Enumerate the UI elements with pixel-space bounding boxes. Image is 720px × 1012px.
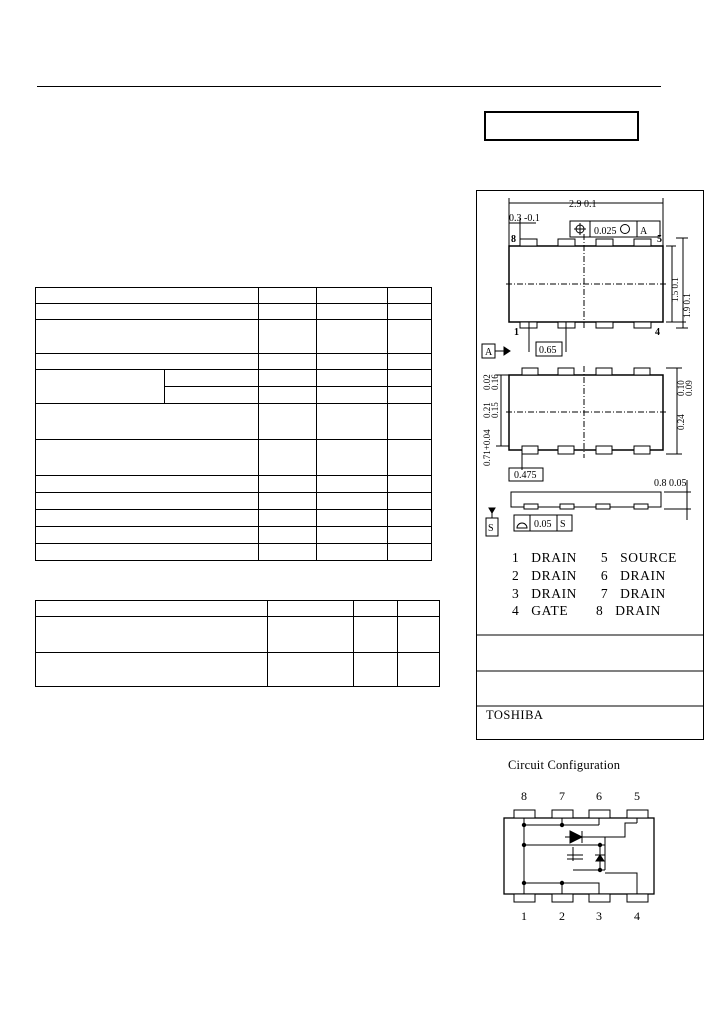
table-cell bbox=[259, 370, 317, 387]
table-cell bbox=[259, 304, 317, 320]
table-cell bbox=[36, 440, 259, 476]
pin5-marker: 5 bbox=[657, 234, 662, 245]
table-cell bbox=[317, 527, 388, 544]
dim-lead-tol-6: 0.10 bbox=[676, 380, 686, 396]
datum-a-box: A bbox=[485, 347, 493, 358]
table-cell bbox=[268, 653, 354, 687]
table-cell bbox=[398, 617, 440, 653]
part-number-box bbox=[484, 111, 639, 141]
table-cell bbox=[259, 354, 317, 370]
table-cell bbox=[36, 544, 259, 561]
table-cell bbox=[259, 288, 317, 304]
dim-lead-tol-4: 0.15 bbox=[490, 402, 500, 418]
table-cell bbox=[388, 370, 432, 387]
datum-s-frame: S bbox=[560, 519, 566, 530]
table-cell bbox=[388, 288, 432, 304]
table-cell bbox=[36, 354, 259, 370]
table-cell bbox=[317, 510, 388, 527]
table-cell bbox=[388, 304, 432, 320]
table-cell bbox=[317, 288, 388, 304]
table-cell bbox=[354, 601, 398, 617]
table-cell bbox=[36, 527, 259, 544]
thermal-table bbox=[35, 600, 440, 687]
table-cell bbox=[164, 370, 259, 387]
table-cell bbox=[388, 544, 432, 561]
dim-overall-width: 1.9 0.1 bbox=[682, 293, 692, 318]
ratings-table bbox=[35, 287, 432, 561]
dim-lead-tol-5: 0.71+0.04 bbox=[482, 429, 492, 466]
dim-overall-length: 2.9 0.1 bbox=[569, 199, 597, 210]
dim-lead-offset: 0.3 -0.1 bbox=[509, 213, 540, 224]
table-cell bbox=[317, 544, 388, 561]
table-cell bbox=[388, 510, 432, 527]
table-cell bbox=[268, 617, 354, 653]
pin-assignment-row: 2 DRAIN 6 DRAIN bbox=[512, 568, 666, 583]
pin8-marker: 8 bbox=[511, 234, 516, 245]
dim-position-tolerance: 0.025 bbox=[594, 226, 617, 237]
table-cell bbox=[317, 440, 388, 476]
table-cell bbox=[259, 527, 317, 544]
pin-8-label: 8 bbox=[521, 789, 527, 803]
table-cell bbox=[259, 320, 317, 354]
table-cell bbox=[36, 476, 259, 493]
pin-6-label: 6 bbox=[596, 789, 602, 803]
table-cell bbox=[36, 510, 259, 527]
table-cell bbox=[398, 601, 440, 617]
table-cell bbox=[259, 404, 317, 440]
table-cell bbox=[388, 440, 432, 476]
pin-2-label: 2 bbox=[559, 909, 565, 923]
table-cell bbox=[259, 440, 317, 476]
dim-flatness: 0.05 bbox=[534, 519, 552, 530]
table-cell bbox=[388, 320, 432, 354]
dim-lead-tol-1: 0.02 bbox=[482, 374, 492, 390]
dim-foot-length: 0.475 bbox=[514, 470, 537, 481]
table-cell bbox=[259, 510, 317, 527]
table-cell bbox=[36, 617, 268, 653]
table-cell bbox=[36, 304, 259, 320]
table-cell bbox=[388, 493, 432, 510]
table-cell bbox=[388, 476, 432, 493]
table-cell bbox=[317, 387, 388, 404]
table-cell bbox=[317, 476, 388, 493]
table-cell bbox=[317, 493, 388, 510]
pin4-marker: 4 bbox=[655, 327, 660, 338]
table-cell bbox=[36, 493, 259, 510]
table-cell bbox=[36, 601, 268, 617]
dim-width: 1.5 0.1 bbox=[670, 277, 680, 302]
table-cell bbox=[317, 354, 388, 370]
table-cell bbox=[36, 370, 165, 404]
table-cell bbox=[388, 354, 432, 370]
dim-lead-tol-8: 0.24 bbox=[676, 414, 686, 430]
datum-s-label: S bbox=[488, 523, 494, 534]
pin1-marker: 1 bbox=[514, 327, 519, 338]
table-cell bbox=[259, 544, 317, 561]
table-cell bbox=[317, 304, 388, 320]
table-cell bbox=[36, 653, 268, 687]
table-cell bbox=[317, 320, 388, 354]
package-drawing bbox=[476, 190, 704, 740]
pin-7-label: 7 bbox=[559, 789, 565, 803]
table-cell bbox=[259, 493, 317, 510]
pin-assignment-row: 1 DRAIN 5 SOURCE bbox=[512, 550, 678, 565]
pin-5-label: 5 bbox=[634, 789, 640, 803]
table-cell bbox=[388, 527, 432, 544]
dim-lead-tol-7: 0.09 bbox=[684, 380, 694, 396]
table-cell bbox=[317, 370, 388, 387]
dim-pitch: 0.65 bbox=[539, 345, 557, 356]
dim-lead-tol-3: 0.21 bbox=[482, 402, 492, 418]
header-rule bbox=[37, 86, 661, 87]
table-cell bbox=[259, 387, 317, 404]
table-cell bbox=[36, 404, 259, 440]
pin-assignment-row: 3 DRAIN 7 DRAIN bbox=[512, 586, 666, 601]
table-cell bbox=[317, 404, 388, 440]
datum-a-label: A bbox=[640, 226, 648, 237]
pin-3-label: 3 bbox=[596, 909, 602, 923]
table-cell bbox=[36, 320, 259, 354]
circuit-diagram bbox=[495, 785, 665, 925]
pin-assignment-row: 4 GATE 8 DRAIN bbox=[512, 603, 662, 618]
table-cell bbox=[388, 387, 432, 404]
table-cell bbox=[398, 653, 440, 687]
dim-height: 0.8 0.05 bbox=[654, 478, 687, 489]
table-cell bbox=[268, 601, 354, 617]
table-cell bbox=[354, 617, 398, 653]
pin-1-label: 1 bbox=[521, 909, 527, 923]
table-cell bbox=[388, 404, 432, 440]
maker-name: TOSHIBA bbox=[486, 708, 544, 722]
circuit-title: Circuit Configuration bbox=[508, 758, 621, 772]
table-cell bbox=[354, 653, 398, 687]
dim-lead-tol-2: 0.16 bbox=[490, 374, 500, 390]
table-cell bbox=[164, 387, 259, 404]
table-cell bbox=[36, 288, 259, 304]
pin-4-label: 4 bbox=[634, 909, 640, 923]
table-cell bbox=[259, 476, 317, 493]
